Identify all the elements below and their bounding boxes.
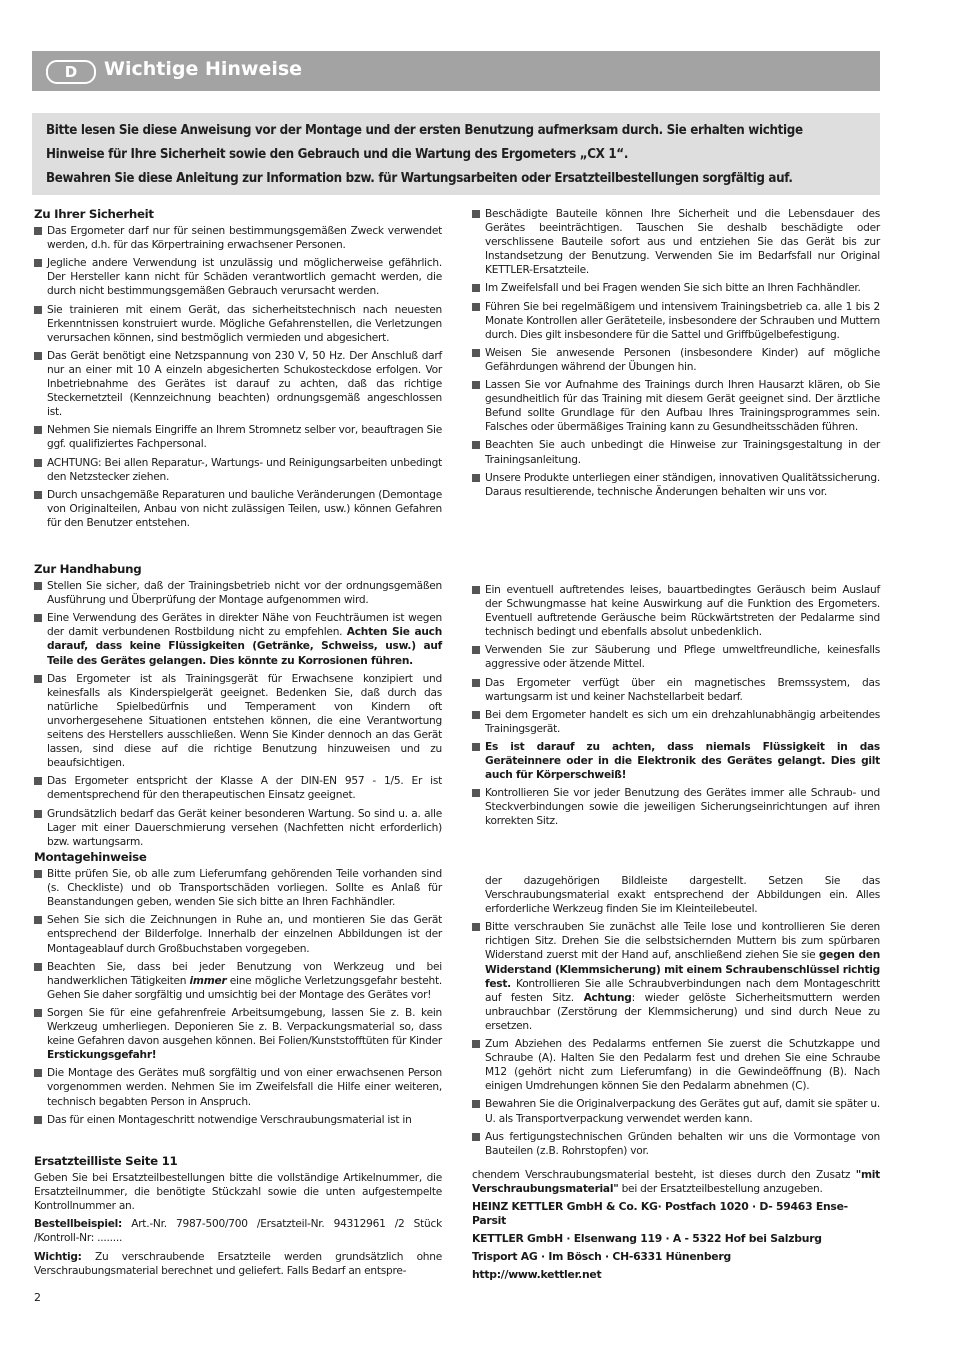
list-item: Sehen Sie sich die Zeichnungen in Ruhe an, und montieren Sie das Gerät entsprechend der Bilderfolge. Innerhalb der einzelnen Abbildungen ist der Montageablauf durch Großbuchstaben vorgegeben. xyxy=(34,913,442,955)
list-item: Stellen Sie sicher, daß der Trainingsbetrieb nicht vor der ordnungsgemäßen Ausführung und Überprüfung der Montage aufgenommen wird. xyxy=(34,579,442,607)
spare-parts-continuation: chendem Verschraubungsmaterial besteht, ist dieses durch den Zusatz "mit Verschraubungsmaterial" bei der Ersatzteilbestellung anzugeben. xyxy=(472,1168,880,1195)
intro-line-2: Hinweise für Ihre Sicherheit sowie den Gebrauch und die Wartung des Ergometers „CX 1“. xyxy=(46,147,629,162)
list-item: Kontrollieren Sie vor jeder Benutzung des Gerätes immer alle Schraub- und Steckverbindungen sowie die jeweiligen Sicherungseinrichtungen auf ihren korrekten Sitz. xyxy=(472,786,880,828)
assembly-continuation: der dazugehörigen Bildleiste dargestellt. Setzen Sie das Verschraubungsmaterial exakt entsprechend der Abbildungen ein. Alles erforderliche Werkzeug finden Sie im Kleinteilebeutel. xyxy=(485,875,880,916)
website-link[interactable]: http://www.kettler.net xyxy=(472,1267,602,1281)
list-item: Das für einen Montageschritt notwendige Verschraubungsmaterial ist in xyxy=(34,1113,442,1127)
list-item: Bitte verschrauben Sie zunächst alle Teile lose und kontrollieren Sie deren richtigen Sitz. Drehen Sie die selbstsichernden Muttern bis zum spürbaren Widerstand zuerst mit der Hand auf, anschließend ziehen Sie sie gegen den Widerstand (Klemmsicherung) mit einem Schraubenschlüssel richtig fest. Kontrollieren Sie alle Schraubverbindungen nach dem Montageschritt auf festen Sitz. Achtung: wieder gelöste Sicherheitsmuttern werden unbrauchbar (Zerstörung der Klemmsicherung) und sind durch Neue zu ersetzen. xyxy=(472,920,880,1033)
list-item: Jegliche andere Verwendung ist unzulässig und möglicherweise gefährlich. Der Hersteller kann nicht für Schäden verantwortlich gemacht werden, die durch nicht bestimmungsgemäßen Gebrauch verursacht werden. xyxy=(34,256,442,298)
safety-section xyxy=(34,207,442,534)
spare-parts-heading: Ersatzteilliste Seite 11 xyxy=(34,1154,178,1168)
contact-germany: HEINZ KETTLER GmbH & Co. KG· Postfach 1020 · D- 59463 Ense-Parsit xyxy=(472,1199,848,1227)
list-item: Das Ergometer ist als Trainingsgerät für Erwachsene konzipiert und keinesfalls als Kinderspielgerät geeignet. Bedenken Sie, daß durch das natürliche Spielbedürfnis und Temperament von Kindern oft unvorhergesehene Situationen entstehen können, die eine Verantwortung seitens des Herstellers ausschließen. Wenn Sie Kinder dennoch an das Gerät lassen, sind diese auf die richtige Benutzung hinzuweisen und zu beaufsichtigen. xyxy=(34,672,442,771)
list-item: Aus fertigungstechnischen Gründen behalten wir uns die Vormontage von Bauteilen (z.B. Rohrstopfen) vor. xyxy=(472,1130,880,1158)
language-badge: D xyxy=(46,60,96,84)
intro-line-3: Bewahren Sie diese Anleitung zur Information bzw. für Wartungsarbeiten oder Ersatzteilbestellungen sorgfältig auf. xyxy=(46,171,793,186)
right-top-block xyxy=(472,207,880,503)
list-item: Grundsätzlich bedarf das Gerät keiner besonderen Wartung. So sind u. a. alle Lager mit einer Dauerschmierung versehen (Nachfetten nicht erforderlich) bzw. wartungsarm. xyxy=(34,807,442,849)
contact-block xyxy=(472,1200,880,1282)
list-item: Durch unsachgemäße Reparaturen und bauliche Veränderungen (Demontage von Originalteilen, Anbau von nicht zulässigen Teilen, usw.) können Gefahren für den Benutzer entstehen. xyxy=(34,488,442,530)
list-item: Weisen Sie anwesende Personen (insbesondere Kinder) auf mögliche Gefährdungen während der Übungen hin. xyxy=(472,346,880,374)
list-item: Zum Abziehen des Pedalarms entfernen Sie zuerst die Schutzkappe und Schraube (A). Halten Sie den Pedalarm fest und drehen Sie eine Schraube M12 (gehört nicht zum Lieferumfang) in die Gewindeöffnung (B). Nach einigen Umdrehungen können Sie den Pedalarm abnehmen (C). xyxy=(472,1037,880,1093)
contact-austria: KETTLER GmbH · Elsenwang 119 · A - 5322 Hof bei Salzburg xyxy=(472,1231,822,1245)
list-item: Sorgen Sie für eine gefahrenfreie Arbeitsumgebung, lassen Sie z. B. kein Werkzeug umherliegen. Deponieren Sie z. B. Verpackungsmaterial so, dass keine Gefahren davon ausgehen können. Bei Folien/Kunststofftüten für Kinder Erstickungsgefahr! xyxy=(34,1006,442,1062)
intro-box xyxy=(32,113,880,195)
order-example: Bestellbeispiel: Art.-Nr. 7987-500/700 /Ersatzteil-Nr. 94312961 /2 Stück /Kontroll-Nr: ........ xyxy=(34,1218,442,1245)
list-item: Die Montage des Gerätes muß sorgfältig und von einer erwachsenen Person vorgenommen werden. Nehmen Sie im Zweifelsfall die Hilfe einer weiteren, technisch begabten Person in Anspruch. xyxy=(34,1066,442,1108)
list-item: Im Zweifelsfall und bei Fragen wenden Sie sich bitte an Ihren Fachhändler. xyxy=(472,281,880,295)
list-item: Das Ergometer verfügt über ein magnetisches Bremssystem, das wartungsarm ist und keiner Nachstellarbeit bedarf. xyxy=(472,676,880,704)
list-item: Lassen Sie vor Aufnahme des Trainings durch Ihren Hausarzt klären, ob Sie gesundheitlich für das Training mit diesem Gerät geeignet sind. Der ärztliche Befund sollte Grundlage für den Aufbau Ihres Trainingsprogrammes sein. Falsches oder übermäßiges Training kann zu Gesundheitsschäden führen. xyxy=(472,378,880,434)
list-item: Unsere Produkte unterliegen einer ständigen, innovativen Qualitätssicherung. Daraus resultierende, technische Änderungen behalten wir uns vor. xyxy=(472,471,880,499)
section-header xyxy=(32,51,880,91)
list-item: Das Gerät benötigt eine Netzspannung von 230 V, 50 Hz. Der Anschluß darf nur an einer mit 10 A einzeln abgesicherten Schukosteckdose erfolgen. Vor Inbetriebnahme des Gerätes ist darauf zu achten, daß das richtige Steckernetzteil (Kennzeichnung beachten) ordnungsgemäß angeschlossen ist. xyxy=(34,349,442,419)
handling-section xyxy=(34,562,442,853)
section-title: Wichtige Hinweise xyxy=(104,58,303,80)
spare-parts-text: Geben Sie bei Ersatzteilbestellungen bitte die vollständige Artikelnummer, die Ersatzteilnummer, die benötigte Stückzahl sowie die unten aufgestempelte Kontrollnummer an. xyxy=(34,1172,442,1213)
list-item: Nehmen Sie niemals Eingriffe an Ihrem Stromnetz selber vor, beauftragen Sie ggf. qualifiziertes Fachpersonal. xyxy=(34,423,442,451)
assembly-heading: Montagehinweise xyxy=(34,850,147,864)
list-item: Führen Sie bei regelmäßigem und intensivem Trainingsbetrieb ca. alle 1 bis 2 Monate Kontrollen aller Geräteteile, insbesondere der Schrauben und Muttern durch. Dies gilt insbesondere für die Sattel und Griffbügelbefestigung. xyxy=(472,300,880,342)
list-item: Bei dem Ergometer handelt es sich um ein drehzahlunabhängig arbeitendes Trainingsgerät. xyxy=(472,708,880,736)
intro-line-1: Bitte lesen Sie diese Anweisung vor der Montage und der ersten Benutzung aufmerksam durch. Sie erhalten wichtige xyxy=(46,123,803,138)
list-item: Bewahren Sie die Originalverpackung des Gerätes gut auf, damit sie später u. U. als Transportverpackung verwendet werden kann. xyxy=(472,1097,880,1125)
list-item: Beachten Sie auch unbedingt die Hinweise zur Trainingsgestaltung in der Trainingsanleitung. xyxy=(472,438,880,466)
right-mid-block xyxy=(472,583,880,833)
list-item: Verwenden Sie zur Säuberung und Pflege umweltfreundliche, keinesfalls aggressive oder ätzende Mittel. xyxy=(472,643,880,671)
list-item: Das Ergometer entspricht der Klasse A der DIN-EN 957 - 1/5. Er ist dementsprechend für den therapeutischen Einsatz geeignet. xyxy=(34,774,442,802)
list-item: Bitte prüfen Sie, ob alle zum Lieferumfang gehörenden Teile vorhanden sind (s. Checkliste) und ob Transportschäden vorliegen. Sollte es Anlaß für Beanstandungen geben, wenden Sie sich bitte an Ihren Fachhändler. xyxy=(34,867,442,909)
assembly-section xyxy=(34,850,442,1131)
list-item: Das Ergometer darf nur für seinen bestimmungsgemäßen Zweck verwendet werden, d.h. für das Körpertraining erwachsener Personen. xyxy=(34,224,442,252)
list-item: Es ist darauf zu achten, dass niemals Flüssigkeit in das Geräteinnere oder in die Elektronik des Gerätes gelangt. Dies gilt auch für Körperschweiß! xyxy=(472,740,880,782)
list-item: Ein eventuell auftretendes leises, bauartbedingtes Geräusch beim Auslauf der Schwungmasse hat keine Auswirkung auf die Funktion des Ergometers. Eventuell auftretende Geräusche beim Rückwärtstreten der Pedalarme sind technisch bedingt und ebenfalls absolut unbedenklich. xyxy=(472,583,880,639)
handling-heading: Zur Handhabung xyxy=(34,562,142,576)
list-item: Eine Verwendung des Gerätes in direkter Nähe von Feuchträumen ist wegen der damit verbundenen Rostbildung nicht zu empfehlen. Achten Sie auch darauf, dass keine Flüssigkeiten (Getränke, Schweiss, usw.) auf Teile des Gerätes gelangen. Dies könnte zu Korrosionen führen. xyxy=(34,611,442,667)
spare-parts-section xyxy=(34,1154,442,1282)
list-item: ACHTUNG: Bei allen Reparatur-, Wartungs- und Reinigungsarbeiten unbedingt den Netzstecker ziehen. xyxy=(34,456,442,484)
list-item: Beachten Sie, dass bei jeder Benutzung von Werkzeug und bei handwerklichen Tätigkeiten immer eine mögliche Verletzungsgefahr besteht. Gehen Sie daher sorgfältig und umsichtig bei der Montage des Gerätes vor! xyxy=(34,960,442,1002)
page-number: 2 xyxy=(34,1291,41,1304)
contact-switzerland: Trisport AG · Im Bösch · CH-6331 Hünenberg xyxy=(472,1249,731,1263)
important-note: Wichtig: Zu verschraubende Ersatzteile werden grundsätzlich ohne Verschraubungsmaterial berechnet und geliefert. Falls Bedarf an entspre- xyxy=(34,1250,442,1277)
list-item: Sie trainieren mit einem Gerät, das sicherheitstechnisch nach neuesten Erkenntnissen konstruiert wurde. Mögliche Gefahrenstellen, die Verletzungen verursachen können, sind bestmöglich vermieden und abgesichert. xyxy=(34,303,442,345)
right-bottom-block xyxy=(472,874,880,1286)
safety-heading: Zu Ihrer Sicherheit xyxy=(34,207,154,221)
list-item: Beschädigte Bauteile können Ihre Sicherheit und die Lebensdauer des Gerätes beeinträchtigen. Tauschen Sie deshalb beschädigte oder verschlissene Bauteile sofort aus und entziehen Sie das Gerät bis zur Instandsetzung der Benutzung. Verwenden Sie im Bedarfsfall nur Original KETTLER-Ersatzteile. xyxy=(472,207,880,277)
